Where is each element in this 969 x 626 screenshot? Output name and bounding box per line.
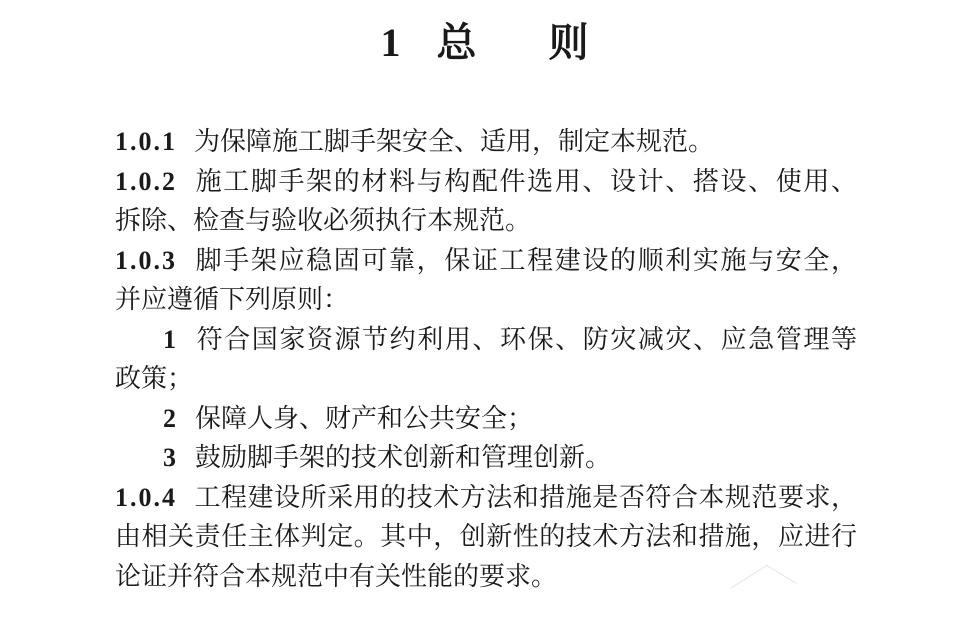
clause-text: 拆除、检查与验收必须执行本规范。 [115, 206, 532, 235]
chapter-number: 1 [380, 20, 401, 65]
clause-text: 脚手架应稳固可靠，保证工程建设的顺利实施与安全， [194, 245, 857, 275]
sub-item-number: 1 [163, 324, 178, 354]
clause-1-0-4-line-2 [115, 517, 857, 557]
clause-1-0-2-line-1 [115, 162, 857, 202]
sub-item-text: 保障人身、财产和公共安全； [195, 403, 534, 433]
clause-1-0-3-line-2 [115, 280, 857, 320]
clause-1-0-2-line-2 [115, 201, 857, 241]
clause-text: 并应遵循下列原则： [115, 285, 350, 314]
sub-item-1-line-1 [115, 320, 857, 360]
sub-item-2-line-1 [115, 399, 857, 439]
clause-1-0-1-line-1 [115, 122, 857, 162]
clause-1-0-4-line-1 [115, 478, 857, 518]
clause-number: 1.0.2 [115, 166, 177, 196]
sub-item-text: 符合国家资源节约利用、环保、防灾减灾、应急管理等 [195, 324, 857, 354]
sub-item-number: 3 [163, 443, 178, 472]
clause-text: 工程建设所采用的技术方法和措施是否符合本规范要求， [194, 482, 857, 512]
sub-item-1-line-2 [115, 359, 857, 399]
sub-item-text: 政策； [115, 364, 194, 393]
sub-item-number: 2 [163, 403, 178, 433]
clause-number: 1.0.4 [115, 482, 177, 512]
sub-item-3-line-1 [115, 438, 857, 478]
chapter-title-text: 总则 [436, 20, 661, 65]
chapter-title [0, 18, 969, 68]
clause-text: 论证并符合本规范中有关性能的要求。 [115, 561, 558, 591]
clause-number: 1.0.1 [115, 127, 177, 156]
clause-text: 施工脚手架的材料与构配件选用、设计、搭设、使用、 [194, 166, 857, 196]
document-body [115, 122, 857, 596]
clause-1-0-3-line-1 [115, 241, 857, 281]
sub-item-text: 鼓励脚手架的技术创新和管理创新。 [195, 443, 612, 472]
clause-text: 由相关责任主体判定。其中，创新性的技术方法和措施，应进行 [115, 522, 857, 551]
clause-text: 为保障施工脚手架安全、适用，制定本规范。 [194, 127, 715, 156]
clause-number: 1.0.3 [115, 245, 177, 275]
clause-1-0-4-line-3 [115, 557, 857, 597]
